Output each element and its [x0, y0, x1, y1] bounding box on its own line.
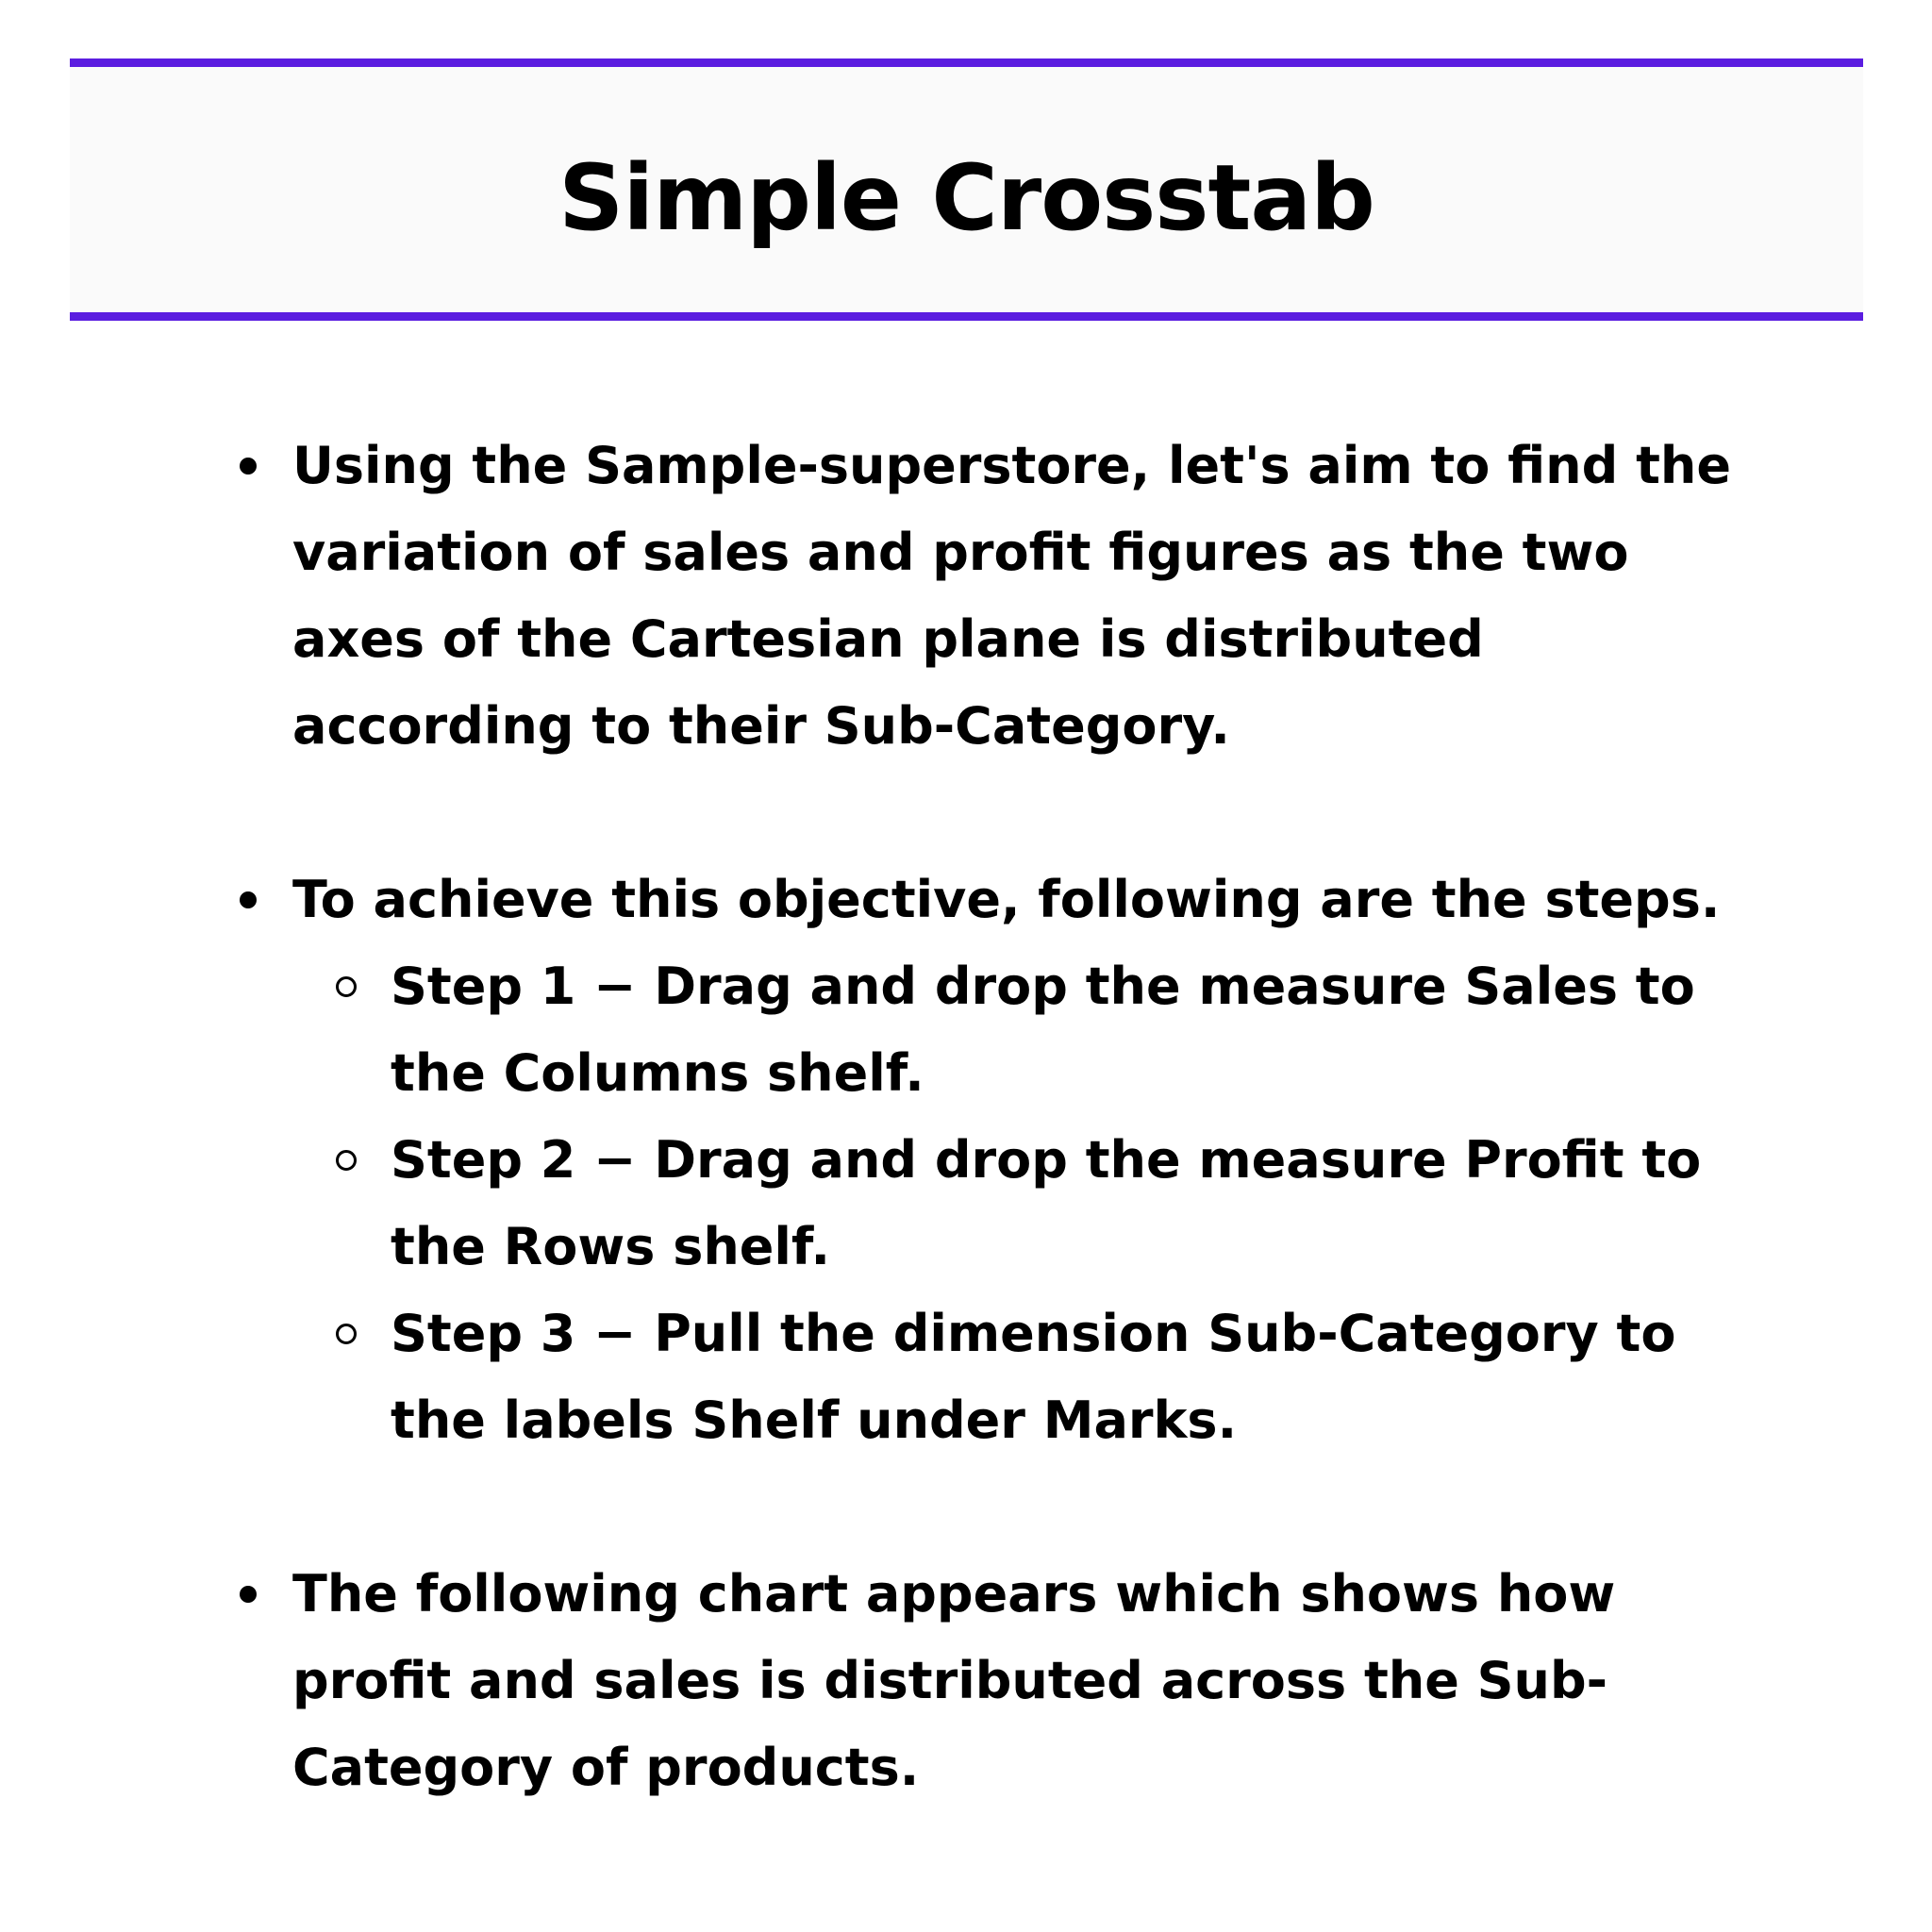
bullet-item-1 [292, 423, 1764, 770]
step-text: Step 2 − Drag and drop the measure Profit to the Rows shelf. [391, 1130, 1702, 1276]
circle-bullet-icon [336, 1150, 357, 1171]
bottom-accent-rule [70, 312, 1863, 321]
bullet-list [292, 423, 1764, 1811]
page-title: Simple Crosstab [558, 145, 1374, 251]
steps-list [292, 943, 1764, 1464]
bullet-item-3 [292, 1551, 1764, 1811]
bullet-dot-icon [240, 1586, 257, 1603]
step-text: Step 3 − Pull the dimension Sub-Category to the labels Shelf under Marks. [391, 1304, 1676, 1450]
bullet-text: Using the Sample-superstore, let's aim to find the variation of sales and profit figures as the two axes of the Cartesian plane is distributed according to their Sub-Category. [292, 436, 1731, 756]
step-item-1 [292, 943, 1764, 1117]
bullet-text: The following chart appears which shows how profit and sales is distributed across the Sub-Category of products. [292, 1564, 1616, 1797]
bullet-item-2 [292, 857, 1764, 1464]
circle-bullet-icon [336, 976, 357, 997]
step-text: Step 1 − Drag and drop the measure Sales to the Columns shelf. [391, 957, 1695, 1103]
step-item-3 [292, 1291, 1764, 1464]
bullet-dot-icon [240, 458, 257, 475]
bullet-dot-icon [240, 891, 257, 908]
step-item-2 [292, 1117, 1764, 1291]
bullet-text: To achieve this objective, following are the steps. [292, 870, 1721, 929]
top-accent-rule [70, 58, 1863, 67]
circle-bullet-icon [336, 1324, 357, 1344]
